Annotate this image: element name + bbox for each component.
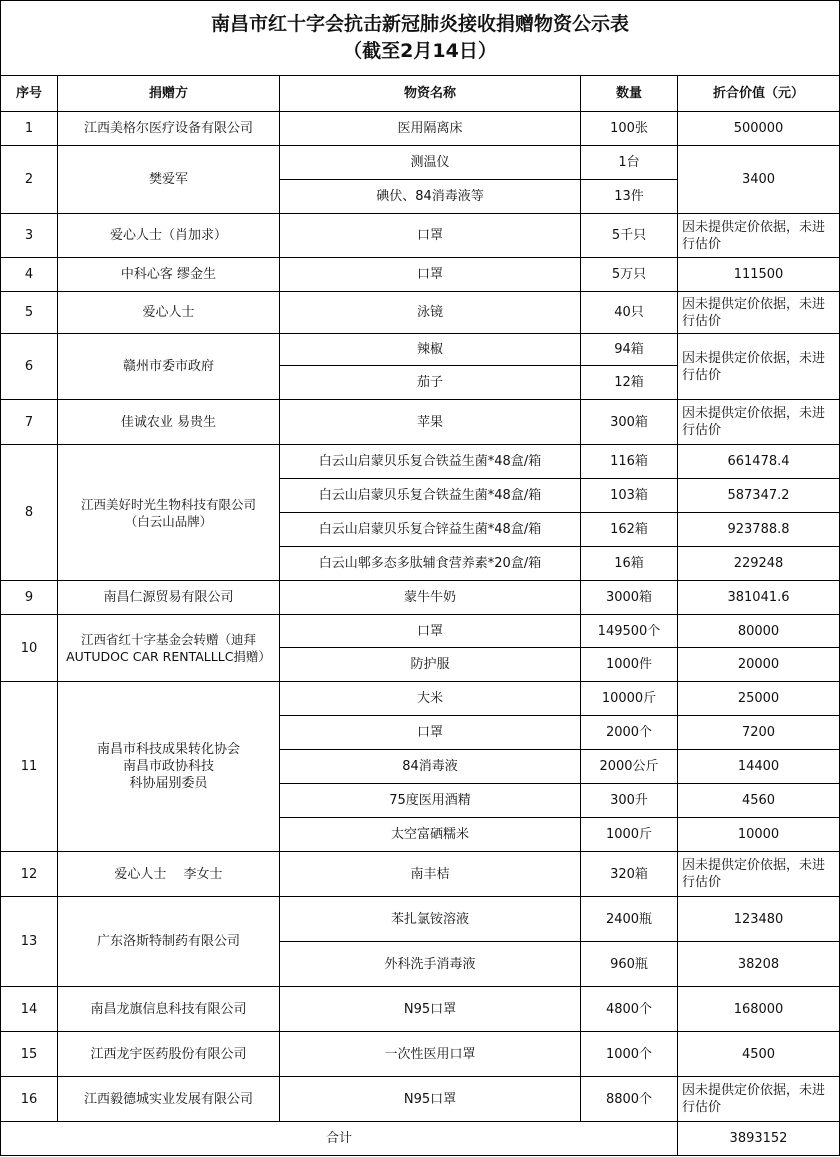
cell-item: 75度医用酒精 (280, 784, 581, 818)
cell-donor: 中科心客 缪金生 (58, 258, 280, 292)
cell-qty: 320箱 (581, 852, 678, 897)
cell-value: 111500 (678, 258, 840, 292)
cell-value: 7200 (678, 716, 840, 750)
cell-no: 14 (1, 987, 58, 1032)
donor-line: 南昌市科技成果转化协会 (96, 742, 240, 757)
cell-item: 白云山郫多态多肽辅食营养素*20盒/箱 (280, 547, 581, 581)
cell-qty: 40只 (581, 292, 678, 334)
cell-item: 84消毒液 (280, 750, 581, 784)
cell-qty: 3000箱 (581, 581, 678, 615)
cell-qty: 960瓶 (581, 942, 678, 987)
cell-qty: 100张 (581, 112, 678, 146)
cell-value: 381041.6 (678, 581, 840, 615)
cell-value: 587347.2 (678, 479, 840, 513)
page-title (1, 1, 840, 76)
cell-no: 9 (1, 581, 58, 615)
cell-item: 大米 (280, 682, 581, 716)
cell-qty: 116箱 (581, 445, 678, 479)
donor-line: 南昌市政协科技 (122, 759, 214, 774)
cell-qty: 16箱 (581, 547, 678, 581)
cell-donor (58, 445, 280, 581)
cell-qty: 103箱 (581, 479, 678, 513)
cell-item: 南丰桔 (280, 852, 581, 897)
cell-item: 口罩 (280, 214, 581, 258)
cell-value-note: 因未提供定价依据，未进行估价 (678, 334, 840, 400)
cell-value: 14400 (678, 750, 840, 784)
table-row (1, 897, 840, 942)
header-donor: 捐赠方 (58, 76, 280, 112)
cell-item: 苯扎氯铵溶液 (280, 897, 581, 942)
cell-donor: 赣州市委市政府 (58, 334, 280, 400)
donor-line: 江西省红十字基金会转赠（迪拜 (80, 632, 256, 647)
cell-item: 苹果 (280, 400, 581, 445)
table-row (1, 852, 840, 897)
cell-qty: 5千只 (581, 214, 678, 258)
cell-value: 168000 (678, 987, 840, 1032)
cell-item: N95口罩 (280, 1077, 581, 1122)
cell-value: 25000 (678, 682, 840, 716)
cell-value: 4560 (678, 784, 840, 818)
donor-line: （白云山品牌） (124, 513, 213, 529)
cell-no: 16 (1, 1077, 58, 1122)
cell-qty: 1000个 (581, 1032, 678, 1077)
donor-line: 江西美好时光生物科技有限公司 (80, 496, 256, 512)
table-row (1, 1077, 840, 1122)
cell-qty: 300升 (581, 784, 678, 818)
cell-qty: 2400瓶 (581, 897, 678, 942)
title-sub: （截至2月14日） (343, 40, 497, 62)
table-row (1, 682, 840, 716)
cell-no: 6 (1, 334, 58, 400)
cell-donor: 爱心人士 (58, 292, 280, 334)
cell-no: 1 (1, 112, 58, 146)
cell-no: 3 (1, 214, 58, 258)
cell-donor: 樊爱军 (58, 146, 280, 214)
cell-qty: 10000斤 (581, 682, 678, 716)
cell-value: 123480 (678, 897, 840, 942)
cell-qty: 2000个 (581, 716, 678, 750)
cell-value: 20000 (678, 648, 840, 682)
header-row (1, 76, 840, 112)
header-item: 物资名称 (280, 76, 581, 112)
cell-item: 外科洗手消毒液 (280, 942, 581, 987)
table-row (1, 334, 840, 366)
cell-qty: 1000斤 (581, 818, 678, 852)
cell-donor (58, 615, 280, 682)
cell-qty: 300箱 (581, 400, 678, 445)
total-row (1, 1122, 840, 1156)
table-row (1, 445, 840, 479)
cell-item: 测温仪 (280, 146, 581, 180)
cell-value-note: 因未提供定价依据，未进行估价 (678, 852, 840, 897)
cell-item: 口罩 (280, 716, 581, 750)
cell-qty: 13件 (581, 180, 678, 214)
cell-item: N95口罩 (280, 987, 581, 1032)
table-row (1, 400, 840, 445)
cell-value-note: 因未提供定价依据，未进行估价 (678, 1077, 840, 1122)
table-row (1, 581, 840, 615)
cell-item: 茄子 (280, 366, 581, 400)
cell-qty: 12箱 (581, 366, 678, 400)
cell-item: 太空富硒糯米 (280, 818, 581, 852)
cell-item: 一次性医用口罩 (280, 1032, 581, 1077)
cell-qty: 1台 (581, 146, 678, 180)
cell-value: 4500 (678, 1032, 840, 1077)
cell-no: 4 (1, 258, 58, 292)
table-row (1, 146, 840, 180)
cell-item: 蒙牛牛奶 (280, 581, 581, 615)
cell-item: 口罩 (280, 615, 581, 648)
cell-value: 3400 (678, 146, 840, 214)
cell-item: 碘伏、84消毒液等 (280, 180, 581, 214)
cell-no: 2 (1, 146, 58, 214)
cell-item: 白云山启蒙贝乐复合铁益生菌*48盒/箱 (280, 445, 581, 479)
title-row (1, 1, 840, 76)
cell-no: 7 (1, 400, 58, 445)
cell-value-note: 因未提供定价依据，未进行估价 (678, 214, 840, 258)
cell-value: 661478.4 (678, 445, 840, 479)
cell-donor (58, 682, 280, 852)
cell-donor: 南昌龙旗信息科技有限公司 (58, 987, 280, 1032)
table-row (1, 292, 840, 334)
cell-no: 5 (1, 292, 58, 334)
cell-qty: 149500个 (581, 615, 678, 648)
cell-value: 10000 (678, 818, 840, 852)
cell-qty: 8800个 (581, 1077, 678, 1122)
cell-value: 38208 (678, 942, 840, 987)
cell-no: 8 (1, 445, 58, 581)
cell-no: 15 (1, 1032, 58, 1077)
header-no: 序号 (1, 76, 58, 112)
header-qty: 数量 (581, 76, 678, 112)
cell-item: 白云山启蒙贝乐复合铁益生菌*48盒/箱 (280, 479, 581, 513)
table-row (1, 615, 840, 648)
donor-line: AUTUDOC CAR RENTALLLC捐赠） (66, 649, 271, 664)
cell-donor: 爱心人士 李女士 (58, 852, 280, 897)
total-value: 3893152 (678, 1122, 840, 1156)
cell-value: 80000 (678, 615, 840, 648)
cell-value-note: 因未提供定价依据，未进行估价 (678, 292, 840, 334)
cell-value-note: 因未提供定价依据，未进行估价 (678, 400, 840, 445)
cell-item: 医用隔离床 (280, 112, 581, 146)
cell-item: 白云山启蒙贝乐复合锌益生菌*48盒/箱 (280, 513, 581, 547)
table-row (1, 214, 840, 258)
cell-qty: 1000件 (581, 648, 678, 682)
cell-no: 11 (1, 682, 58, 852)
cell-qty: 162箱 (581, 513, 678, 547)
donor-line: 科协届别委员 (129, 776, 208, 791)
cell-donor: 江西毅德城实业发展有限公司 (58, 1077, 280, 1122)
cell-item: 辣椒 (280, 334, 581, 366)
cell-value: 229248 (678, 547, 840, 581)
cell-qty: 2000公斤 (581, 750, 678, 784)
cell-item: 防护服 (280, 648, 581, 682)
cell-donor: 广东洛斯特制药有限公司 (58, 897, 280, 987)
table-row (1, 258, 840, 292)
cell-donor: 佳诚农业 易贵生 (58, 400, 280, 445)
cell-qty: 4800个 (581, 987, 678, 1032)
cell-qty: 5万只 (581, 258, 678, 292)
title-main: 南昌市红十字会抗击新冠肺炎接收捐赠物资公示表 (211, 13, 630, 35)
cell-no: 10 (1, 615, 58, 682)
cell-no: 13 (1, 897, 58, 987)
cell-value: 500000 (678, 112, 840, 146)
cell-donor: 江西美格尔医疗设备有限公司 (58, 112, 280, 146)
cell-qty: 94箱 (581, 334, 678, 366)
table-row (1, 987, 840, 1032)
cell-item: 泳镜 (280, 292, 581, 334)
header-value: 折合价值（元） (678, 76, 840, 112)
table-row (1, 112, 840, 146)
cell-value: 923788.8 (678, 513, 840, 547)
cell-donor: 江西龙宇医药股份有限公司 (58, 1032, 280, 1077)
cell-donor: 南昌仁源贸易有限公司 (58, 581, 280, 615)
cell-item: 口罩 (280, 258, 581, 292)
cell-no: 12 (1, 852, 58, 897)
total-label: 合计 (1, 1122, 678, 1156)
table-row (1, 1032, 840, 1077)
cell-donor: 爱心人士（肖加求） (58, 214, 280, 258)
